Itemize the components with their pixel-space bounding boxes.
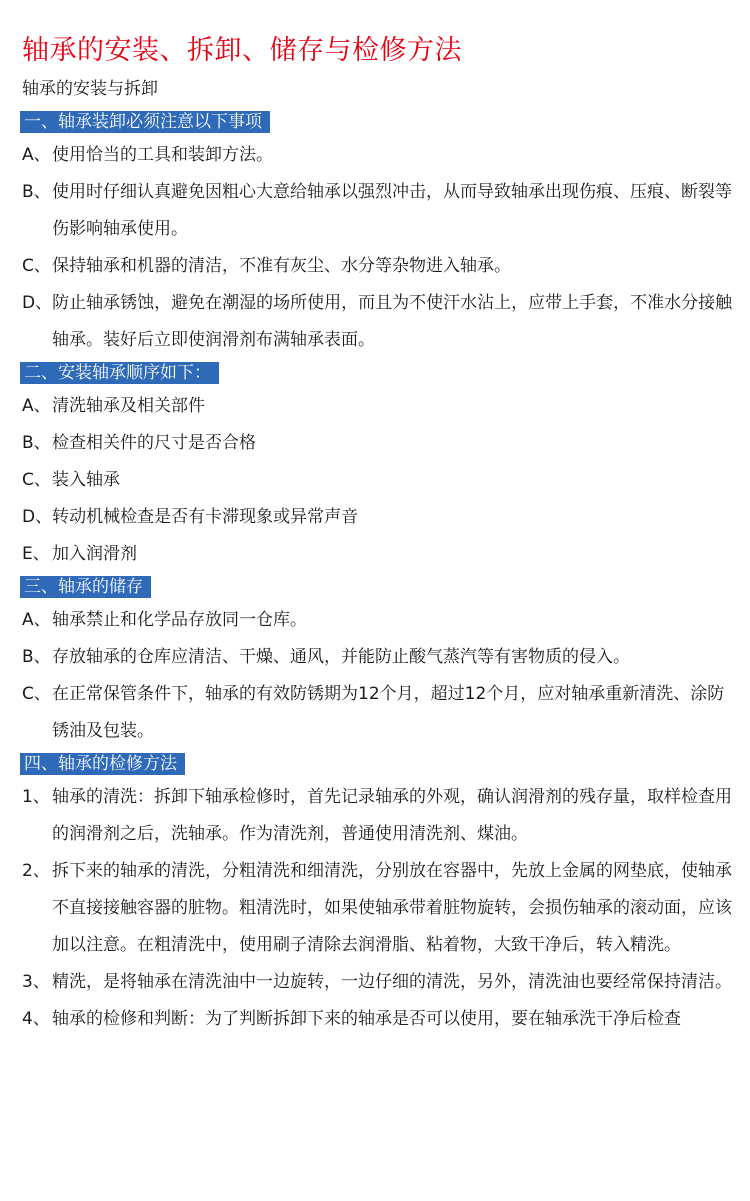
list-item-text: 拆下来的轴承的清洗，分粗清洗和细清洗，分别放在容器中，先放上金属的网垫底，使轴承不直接接触容器的脏物。粗清洗时，如果使轴承带着脏物旋转，会损伤轴承的滚动面，应该加以注意。在粗清洗中，使用刷子清除去润滑脂、粘着物，大致干净后，转入精洗。: [52, 861, 732, 955]
list-item: [22, 602, 736, 639]
section-header: 三、轴承的储存: [20, 576, 151, 598]
list-item: [22, 174, 736, 248]
list-item-text: 装入轴承: [52, 470, 120, 490]
page-subtitle: 轴承的安装与拆卸: [22, 79, 158, 99]
list-item: [22, 676, 736, 750]
list-item: [22, 536, 736, 573]
list-item: [22, 499, 736, 536]
list-item-text: 在正常保管条件下，轴承的有效防锈期为12个月，超过12个月，应对轴承重新清洗、涂防锈油及包装。: [52, 684, 725, 741]
list-item-marker: C、: [22, 470, 51, 490]
list-item: [22, 285, 736, 359]
section-block: [22, 750, 736, 1038]
list-item: [22, 425, 736, 462]
list-item-text: 检查相关件的尺寸是否合格: [52, 433, 256, 453]
document-page: [0, 33, 750, 1038]
list-item-marker: C、: [22, 684, 51, 704]
page-title: 轴承的安装、拆卸、储存与检修方法: [22, 35, 462, 66]
list-item-marker: E、: [22, 544, 50, 564]
list-item: [22, 964, 736, 1001]
list-item: [22, 1001, 736, 1038]
list-item-text: 轴承的清洗：拆卸下轴承检修时，首先记录轴承的外观，确认润滑剂的残存量，取样检查用的润滑剂之后，洗轴承。作为清洗剂，普通使用清洗剂、煤油。: [52, 787, 732, 844]
sections-container: [22, 108, 736, 1038]
list-item: [22, 388, 736, 425]
list-item-marker: D、: [22, 507, 53, 527]
section-block: [22, 573, 736, 750]
list-item-marker: A、: [22, 396, 51, 416]
section-header: 二、安装轴承顺序如下：: [20, 362, 219, 384]
list-item-text: 防止轴承锈蚀，避免在潮湿的场所使用，而且为不使汗水沾上，应带上手套，不准水分接触轴承。装好后立即使润滑剂布满轴承表面。: [52, 293, 733, 350]
list-item-text: 使用时仔细认真避免因粗心大意给轴承以强烈冲击，从而导致轴承出现伤痕、压痕、断裂等伤影响轴承使用。: [52, 182, 732, 239]
list-item-text: 使用恰当的工具和装卸方法。: [52, 145, 273, 165]
list-item-marker: 2、: [22, 861, 50, 881]
list-item-marker: B、: [22, 182, 51, 202]
list-item-text: 轴承禁止和化学品存放同一仓库。: [52, 610, 307, 630]
list-item: [22, 462, 736, 499]
list-item-text: 存放轴承的仓库应清洁、干燥、通风，并能防止酸气蒸汽等有害物质的侵入。: [52, 647, 630, 667]
list-item-text: 转动机械检查是否有卡滞现象或异常声音: [52, 507, 359, 527]
list-item-text: 轴承的检修和判断：为了判断拆卸下来的轴承是否可以使用，要在轴承洗干净后检查: [52, 1009, 681, 1029]
section-block: [22, 108, 736, 359]
list-item: [22, 137, 736, 174]
list-item-marker: A、: [22, 145, 51, 165]
list-item-marker: A、: [22, 610, 51, 630]
list-item-marker: 3、: [22, 972, 50, 992]
list-item-text: 清洗轴承及相关部件: [52, 396, 205, 416]
list-item: [22, 853, 736, 964]
section-header: 一、轴承装卸必须注意以下事项: [20, 111, 270, 133]
list-item: [22, 639, 736, 676]
section-header: 四、轴承的检修方法: [20, 753, 185, 775]
list-item-marker: 1、: [22, 787, 50, 807]
list-item-marker: B、: [22, 433, 51, 453]
list-item-marker: C、: [22, 256, 51, 276]
list-item-text: 精洗，是将轴承在清洗油中一边旋转，一边仔细的清洗，另外，清洗油也要经常保持清洁。: [52, 972, 732, 992]
list-item: [22, 779, 736, 853]
list-item-text: 加入润滑剂: [52, 544, 137, 564]
list-item-marker: D、: [22, 293, 53, 313]
list-item-marker: B、: [22, 647, 51, 667]
list-item: [22, 248, 736, 285]
section-block: [22, 359, 736, 573]
list-item-text: 保持轴承和机器的清洁，不准有灰尘、水分等杂物进入轴承。: [52, 256, 511, 276]
list-item-marker: 4、: [22, 1009, 50, 1029]
